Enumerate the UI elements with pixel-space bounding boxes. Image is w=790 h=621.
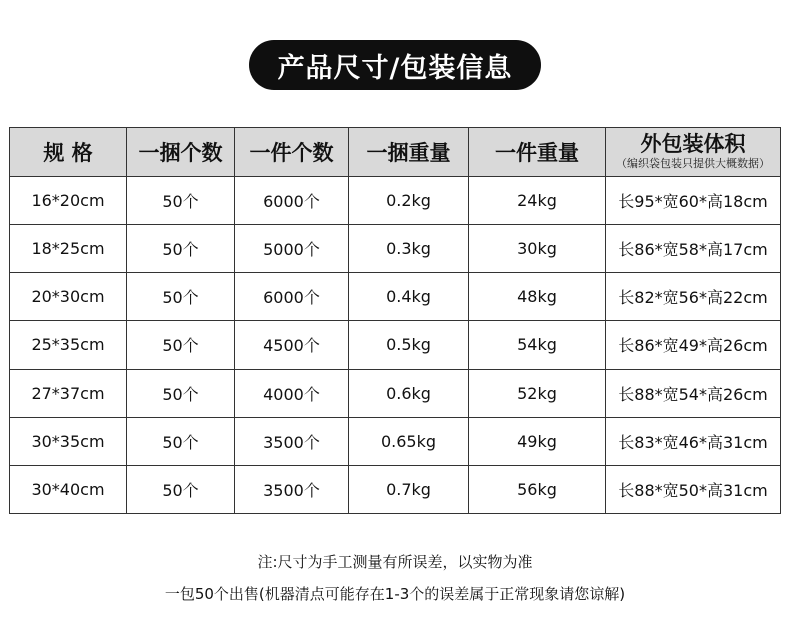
cell-package-volume: 长82*宽56*高22cm <box>606 273 781 321</box>
cell-bundle-count: 50个 <box>127 273 235 321</box>
table-row <box>10 225 781 273</box>
cell-bundle-weight: 0.7kg <box>349 465 469 513</box>
cell-size: 30*35cm <box>10 417 127 465</box>
header-package-volume <box>606 128 781 177</box>
cell-case-weight: 52kg <box>469 369 606 417</box>
header-package-volume-note: （编织袋包装只提供大概数据） <box>616 157 770 170</box>
cell-bundle-count: 50个 <box>127 225 235 273</box>
table-row <box>10 177 781 225</box>
cell-case-weight: 49kg <box>469 417 606 465</box>
cell-bundle-weight: 0.2kg <box>349 177 469 225</box>
cell-case-weight: 54kg <box>469 321 606 369</box>
cell-package-volume: 长86*宽58*高17cm <box>606 225 781 273</box>
header-size: 规 格 <box>10 128 127 177</box>
cell-case-count: 6000个 <box>235 177 349 225</box>
cell-package-volume: 长95*宽60*高18cm <box>606 177 781 225</box>
header-case-weight: 一件重量 <box>469 128 606 177</box>
cell-size: 16*20cm <box>10 177 127 225</box>
cell-case-weight: 48kg <box>469 273 606 321</box>
sale-unit-note: 一包50个出售(机器清点可能存在1-3个的误差属于正常现象请您谅解) <box>164 585 626 603</box>
cell-bundle-count: 50个 <box>127 321 235 369</box>
spec-table <box>9 127 781 514</box>
table-row <box>10 417 781 465</box>
cell-case-weight: 56kg <box>469 465 606 513</box>
cell-case-weight: 24kg <box>469 177 606 225</box>
cell-package-volume: 长86*宽49*高26cm <box>606 321 781 369</box>
cell-package-volume: 长83*宽46*高31cm <box>606 417 781 465</box>
cell-size: 25*35cm <box>10 321 127 369</box>
cell-bundle-count: 50个 <box>127 369 235 417</box>
header-case-count: 一件个数 <box>235 128 349 177</box>
cell-package-volume: 长88*宽50*高31cm <box>606 465 781 513</box>
header-bundle-count: 一捆个数 <box>127 128 235 177</box>
page-title: 产品尺寸/包装信息 <box>249 40 541 90</box>
table-row <box>10 273 781 321</box>
footnotes <box>0 548 790 612</box>
cell-case-count: 4500个 <box>235 321 349 369</box>
cell-bundle-count: 50个 <box>127 417 235 465</box>
table-row <box>10 465 781 513</box>
header-bundle-weight: 一捆重量 <box>349 128 469 177</box>
cell-bundle-count: 50个 <box>127 465 235 513</box>
cell-bundle-weight: 0.6kg <box>349 369 469 417</box>
cell-case-weight: 30kg <box>469 225 606 273</box>
cell-package-volume: 长88*宽54*高26cm <box>606 369 781 417</box>
cell-case-count: 3500个 <box>235 417 349 465</box>
cell-case-count: 4000个 <box>235 369 349 417</box>
table-header-row <box>10 128 781 177</box>
cell-size: 27*37cm <box>10 369 127 417</box>
cell-bundle-weight: 0.3kg <box>349 225 469 273</box>
table-row <box>10 369 781 417</box>
cell-case-count: 5000个 <box>235 225 349 273</box>
measurement-note: 注:尺寸为手工测量有所误差，以实物为准 <box>257 553 533 571</box>
cell-bundle-count: 50个 <box>127 177 235 225</box>
table-row <box>10 321 781 369</box>
cell-bundle-weight: 0.4kg <box>349 273 469 321</box>
cell-case-count: 3500个 <box>235 465 349 513</box>
cell-size: 18*25cm <box>10 225 127 273</box>
cell-bundle-weight: 0.5kg <box>349 321 469 369</box>
cell-size: 30*40cm <box>10 465 127 513</box>
cell-bundle-weight: 0.65kg <box>349 417 469 465</box>
cell-case-count: 6000个 <box>235 273 349 321</box>
header-package-volume-label: 外包装体积 <box>640 132 746 156</box>
cell-size: 20*30cm <box>10 273 127 321</box>
